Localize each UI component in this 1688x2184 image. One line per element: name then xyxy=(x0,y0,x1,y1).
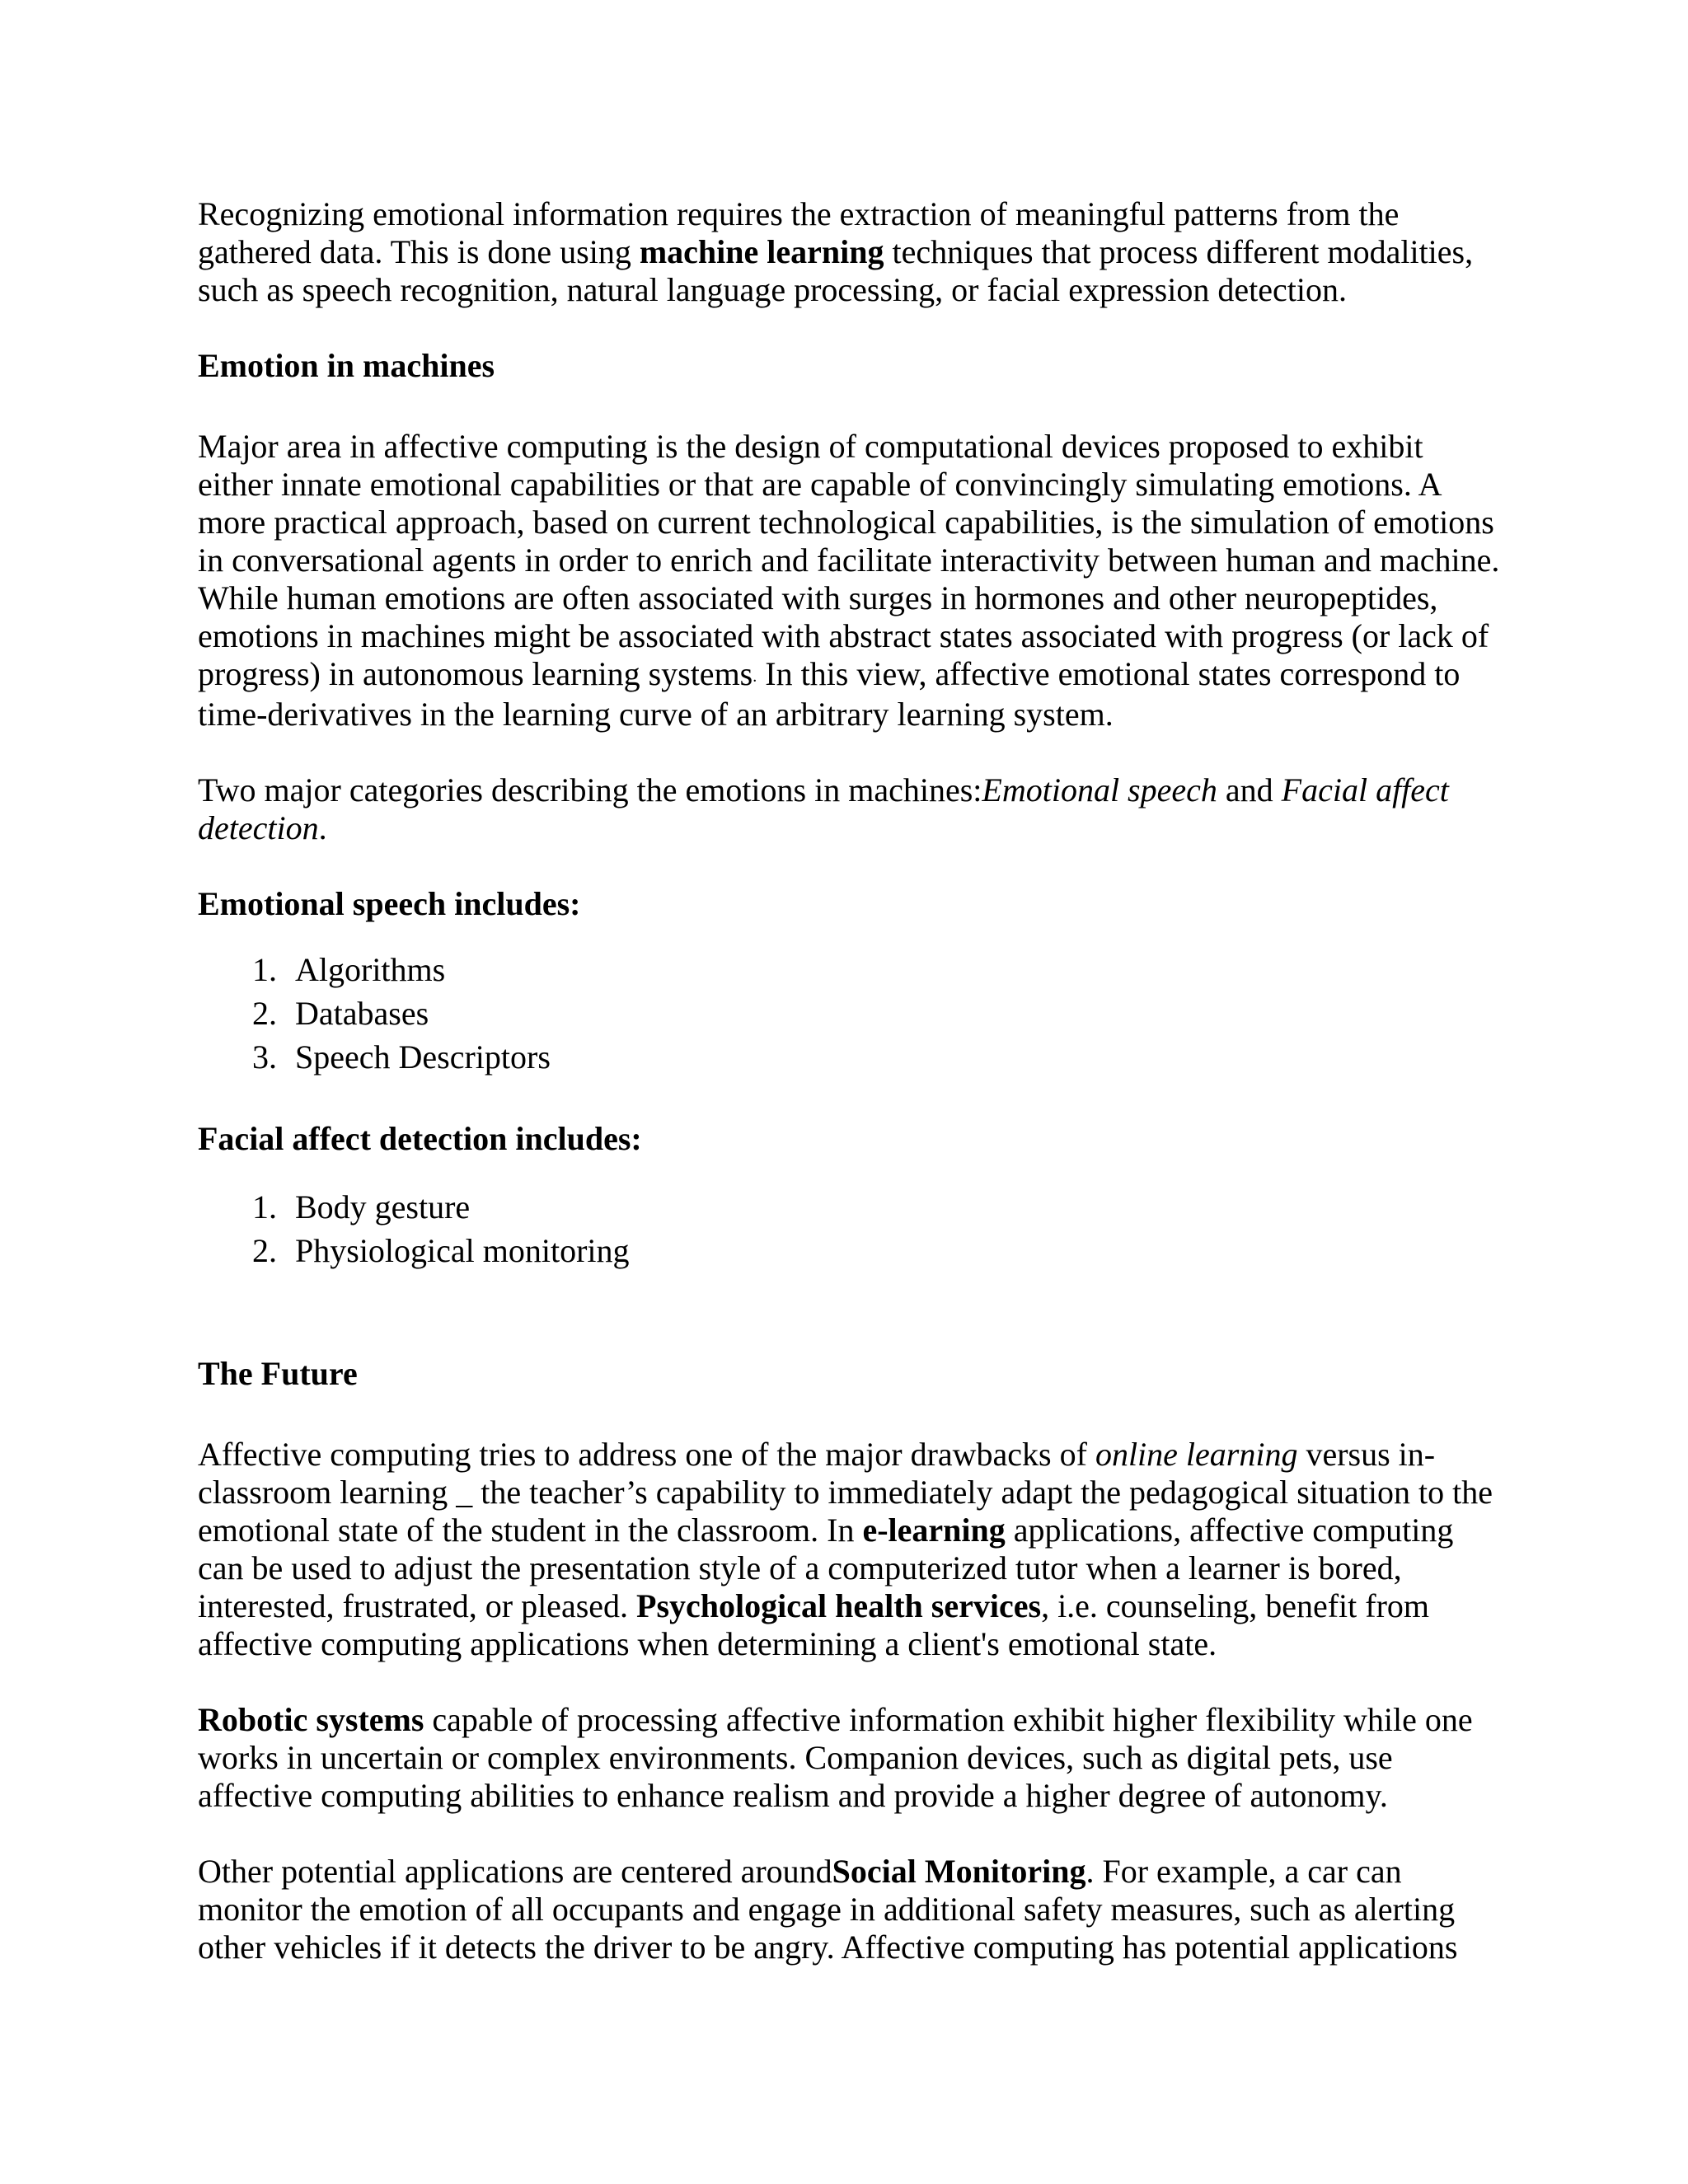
categories-paragraph xyxy=(198,771,1500,847)
list-number: 2. xyxy=(252,995,277,1032)
superscript-dot: . xyxy=(753,668,757,686)
social-monitoring-paragraph xyxy=(198,1853,1500,1966)
list-number: 3. xyxy=(252,1038,277,1076)
list-item xyxy=(198,948,1500,991)
categories-end: . xyxy=(318,809,327,846)
list-item xyxy=(198,1035,1500,1079)
future-text-3: applications, affective computing can be used to adjust the presentation style of a computerized tutor when a learner is bored, interested, frustrated, or pleased. xyxy=(198,1511,1454,1624)
emotional-speech-list xyxy=(198,948,1500,1079)
psychological-health-term: Psychological health services xyxy=(636,1587,1042,1624)
robotic-text: capable of processing affective information exhibit higher flexibility while one works in uncertain or complex environments. Companion devices, such as digital pets, use affective computing abilities to enhance realism and provide a higher degree of autonomy. xyxy=(198,1701,1473,1814)
other-lead: Other potential applications are centered around xyxy=(198,1853,832,1890)
social-monitoring-term: Social Monitoring xyxy=(832,1853,1086,1890)
robotic-systems-term: Robotic systems xyxy=(198,1701,424,1738)
list-item-label: Algorithms xyxy=(295,951,446,988)
list-item xyxy=(198,1185,1500,1229)
emotion-in-machines-heading: Emotion in machines xyxy=(198,347,495,384)
facial-affect-list xyxy=(198,1185,1500,1272)
intro-paragraph xyxy=(198,195,1500,309)
future-text: Affective computing tries to address one of the major drawbacks of xyxy=(198,1436,1095,1473)
emotion-in-machines-paragraph xyxy=(198,428,1500,733)
list-item xyxy=(198,991,1500,1035)
list-item-label: Speech Descriptors xyxy=(295,1038,551,1076)
future-text-4: , i.e. counseling, benefit from affective computing applications when determining a client's emotional state. xyxy=(198,1587,1430,1662)
list-number: 1. xyxy=(252,951,277,988)
document-page xyxy=(198,195,1500,1966)
list-number: 2. xyxy=(252,1232,277,1269)
robotic-systems-paragraph xyxy=(198,1701,1500,1815)
the-future-heading: The Future xyxy=(198,1355,358,1392)
list-item-label: Body gesture xyxy=(295,1188,471,1226)
machine-learning-term: machine learning xyxy=(639,233,884,270)
emotion-body-tail: In this view, affective emotional states correspond to time-derivatives in the learning curve of an arbitrary learning system. xyxy=(198,655,1461,733)
future-text-2: versus in-classroom learning _ the teacher’s capability to immediately adapt the pedagogical situation to the emotional state of the student in the classroom. In xyxy=(198,1436,1493,1549)
facial-affect-heading: Facial affect detection includes: xyxy=(198,1120,642,1157)
facial-affect-term: Facial affect detection xyxy=(198,771,1449,846)
emotion-body-text: Major area in affective computing is the design of computational devices proposed to exhibit either innate emotional capabilities or that are capable of convincingly simulating emotions. A more practical approach, based on current technological capabilities, is the simulation of emotions in conversational agents in order to enrich and facilitate interactivity between human and machine. While human emotions are often associated with surges in hormones and other neuropeptides, emotions in machines might be associated with abstract states associated with progress (or lack of progress) in autonomous learning systems xyxy=(198,428,1500,692)
emotional-speech-term: Emotional speech xyxy=(982,771,1217,808)
future-paragraph xyxy=(198,1436,1500,1663)
e-learning-term: e-learning xyxy=(862,1511,1006,1549)
list-item-label: Databases xyxy=(295,995,429,1032)
categories-and: and xyxy=(1217,771,1282,808)
intro-text-continued: techniques that process different modalities, such as speech recognition, natural language processing, or facial expression detection. xyxy=(198,233,1474,308)
emotional-speech-heading: Emotional speech includes: xyxy=(198,885,581,922)
intro-text: Recognizing emotional information requires the extraction of meaningful patterns from the gathered data. This is done using xyxy=(198,195,1400,270)
list-item-label: Physiological monitoring xyxy=(295,1232,630,1269)
other-text: . For example, a car can monitor the emotion of all occupants and engage in additional safety measures, such as alerting other vehicles if it detects the driver to be angry. Affective computing has potential applications xyxy=(198,1853,1458,1966)
categories-lead: Two major categories describing the emotions in machines: xyxy=(198,771,982,808)
list-item xyxy=(198,1229,1500,1272)
online-learning-term: online learning xyxy=(1095,1436,1298,1473)
list-number: 1. xyxy=(252,1188,277,1226)
